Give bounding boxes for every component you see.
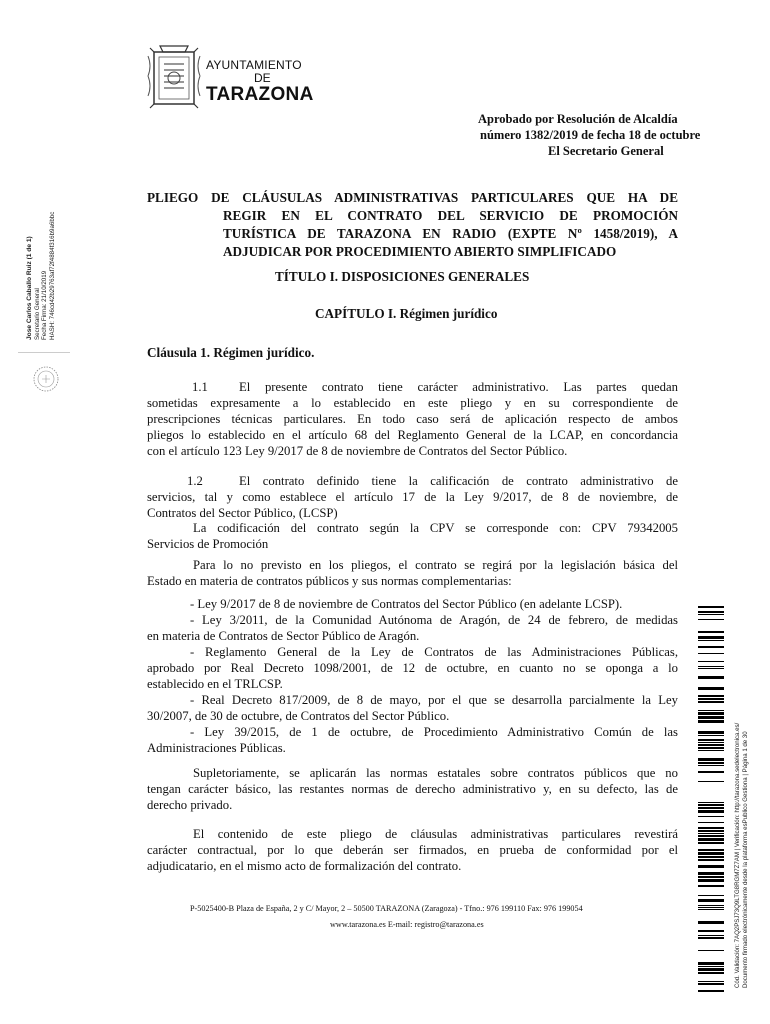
paragraph-number: 1.1	[192, 380, 208, 394]
law-item-continued: 30/2007, de 30 de octubre, de Contratos del Sector Público.	[147, 709, 450, 723]
law-item-continued: en materia de Contratos de Sector Público de Aragón.	[147, 629, 420, 643]
paragraph-line: tengan carácter básico, las restantes normas de derecho administrativo y, en su defecto, las de	[147, 782, 678, 796]
signature-hash: HASH: 746cd42b29763af72f4884f316b9a6bbc	[48, 211, 56, 340]
paragraph-line: La codificación del contrato según la CPV se corresponde con: CPV 79342005	[193, 521, 678, 535]
title-line: ADJUDICAR POR PROCEDIMIENTO ABIERTO SIMPLIFICADO	[223, 244, 617, 259]
law-item: - Ley 39/2015, de 1 de octubre, de Procedimiento Administrativo Común de las	[190, 725, 678, 739]
paragraph-cpv	[147, 520, 678, 552]
section-heading-titulo: TÍTULO I. DISPOSICIONES GENERALES	[275, 269, 530, 284]
signature-divider	[18, 352, 70, 353]
verification-block	[734, 658, 750, 988]
document-title	[147, 189, 678, 261]
paragraph-line: servicios, tal y como establece el artículo 17 de la Ley 9/2017, de 8 de noviembre, de	[147, 490, 678, 504]
signature-block	[26, 130, 70, 340]
law-item-continued: Administraciones Públicas.	[147, 741, 286, 755]
paragraph-1-2	[147, 473, 678, 521]
approval-line: El Secretario General	[548, 144, 664, 158]
law-item-continued: aprobado por Real Decreto 1098/2001, de 12 de octubre, en cuanto no se oponga a lo	[147, 661, 678, 675]
municipality-logo	[146, 44, 356, 112]
footer-address: P-5025400-B Plaza de España, 2 y C/ Mayor, 2 – 50500 TARAZONA (Zaragoza) - Tfno.: 976 199110 Fax: 976 199054	[190, 904, 583, 913]
paragraph-line: con el artículo 123 Ley 9/2017 de 8 de noviembre de Contratos del Sector Público.	[147, 444, 568, 458]
logo-line-ayuntamiento: AYUNTAMIENTO	[206, 58, 302, 72]
signer-role: Secretario General	[33, 288, 41, 340]
paragraph-supletoriamente	[147, 765, 678, 813]
paragraph-line: Servicios de Promoción	[147, 537, 269, 551]
paragraph-line: pliegos lo establecido en el artículo 68 del Reglamento General de la LCAP, en concordancia	[147, 428, 678, 442]
seal-icon	[32, 365, 60, 393]
paragraph-contenido	[147, 826, 678, 874]
paragraph-number: 1.2	[187, 474, 203, 488]
paragraph-line: Estado en materia de contratos públicos y sus normas complementarias:	[147, 574, 512, 588]
law-item: - Ley 9/2017 de 8 de noviembre de Contratos del Sector Público (en adelante LCSP).	[190, 597, 623, 611]
title-line: TURÍSTICA DE TARAZONA EN RADIO (EXPTE Nº 1458/2019), A	[223, 226, 678, 241]
footer-contact: www.tarazona.es E-mail: registro@tarazona.es	[330, 920, 484, 929]
paragraph-no-previsto	[147, 557, 678, 589]
paragraph-line: adjudicatario, en el mismo acto de formalización del contrato.	[147, 859, 462, 873]
paragraph-line: Contratos del Sector Público, (LCSP)	[147, 506, 338, 520]
logo-line-tarazona: TARAZONA	[206, 84, 314, 105]
paragraph-line: Para lo no previsto en los pliegos, el contrato se regirá por la legislación básica del	[193, 558, 678, 572]
law-item: - Ley 3/2011, de la Comunidad Autónoma de Aragón, de 24 de febrero, de medidas	[190, 613, 678, 627]
verification-note: Documento firmado electrónicamente desde la plataforma esPublico Gestiona | Página 1 de 30	[742, 731, 749, 988]
law-item: - Real Decreto 817/2009, de 8 de mayo, por el que se desarrolla parcialmente la Ley	[190, 693, 678, 707]
title-line: REGIR EN EL CONTRATO DEL SERVICIO DE PROMOCIÓN	[223, 208, 678, 223]
law-item: - Reglamento General de la Ley de Contratos de las Administraciones Públicas,	[190, 645, 678, 659]
approval-line: número 1382/2019 de fecha 18 de octubre	[480, 128, 701, 142]
paragraph-line: sometidas expresamente a lo establecido en este pliego y en su correspondiente de	[147, 396, 678, 410]
paragraph-line: Supletoriamente, se aplicarán las normas estatales sobre contratos públicos que no	[193, 766, 678, 780]
approval-stamp	[470, 111, 734, 159]
paragraph-line: prescripciones técnicas particulares. En todo caso será de aplicación respecto de ambos	[147, 412, 678, 426]
signer-name: Jose Carlos Caballo Ruiz (1 de 1)	[26, 236, 33, 340]
paragraph-line: 1.2 El contrato definido tiene la calificación de contrato administrativo de	[187, 474, 678, 488]
title-line: PLIEGO DE CLÁUSULAS ADMINISTRATIVAS PARTICULARES QUE HA DE	[147, 190, 678, 205]
signature-date: Fecha Firma: 21/10/2019	[41, 270, 48, 340]
paragraph-1-1	[147, 379, 678, 459]
paragraph-line: El contenido de este pliego de cláusulas administrativas particulares revestirá	[193, 827, 678, 841]
logo-line-de: DE	[254, 71, 271, 85]
section-heading-capitulo: CAPÍTULO I. Régimen jurídico	[315, 306, 498, 321]
barcode-icon	[698, 606, 724, 992]
laws-list	[147, 596, 678, 756]
paragraph-line: 1.1 El presente contrato tiene carácter administrativo. Las partes quedan	[192, 380, 678, 394]
law-item-continued: establecido en el TRLCSP.	[147, 677, 283, 691]
verification-code: Cód. Validación: 7AQ2PSJ73Q9LTG8RGM7Z7AM | Verificación: http://tarazona.sedelectronica.es/	[734, 722, 741, 988]
approval-line: Aprobado por Resolución de Alcaldía	[478, 112, 678, 126]
coat-of-arms-icon	[146, 44, 202, 110]
section-heading-clausula: Cláusula 1. Régimen jurídico.	[147, 345, 315, 360]
paragraph-line: carácter contractual, por lo que deberán ser firmados, en prueba de conformidad por el	[147, 843, 678, 857]
paragraph-line: derecho privado.	[147, 798, 233, 812]
